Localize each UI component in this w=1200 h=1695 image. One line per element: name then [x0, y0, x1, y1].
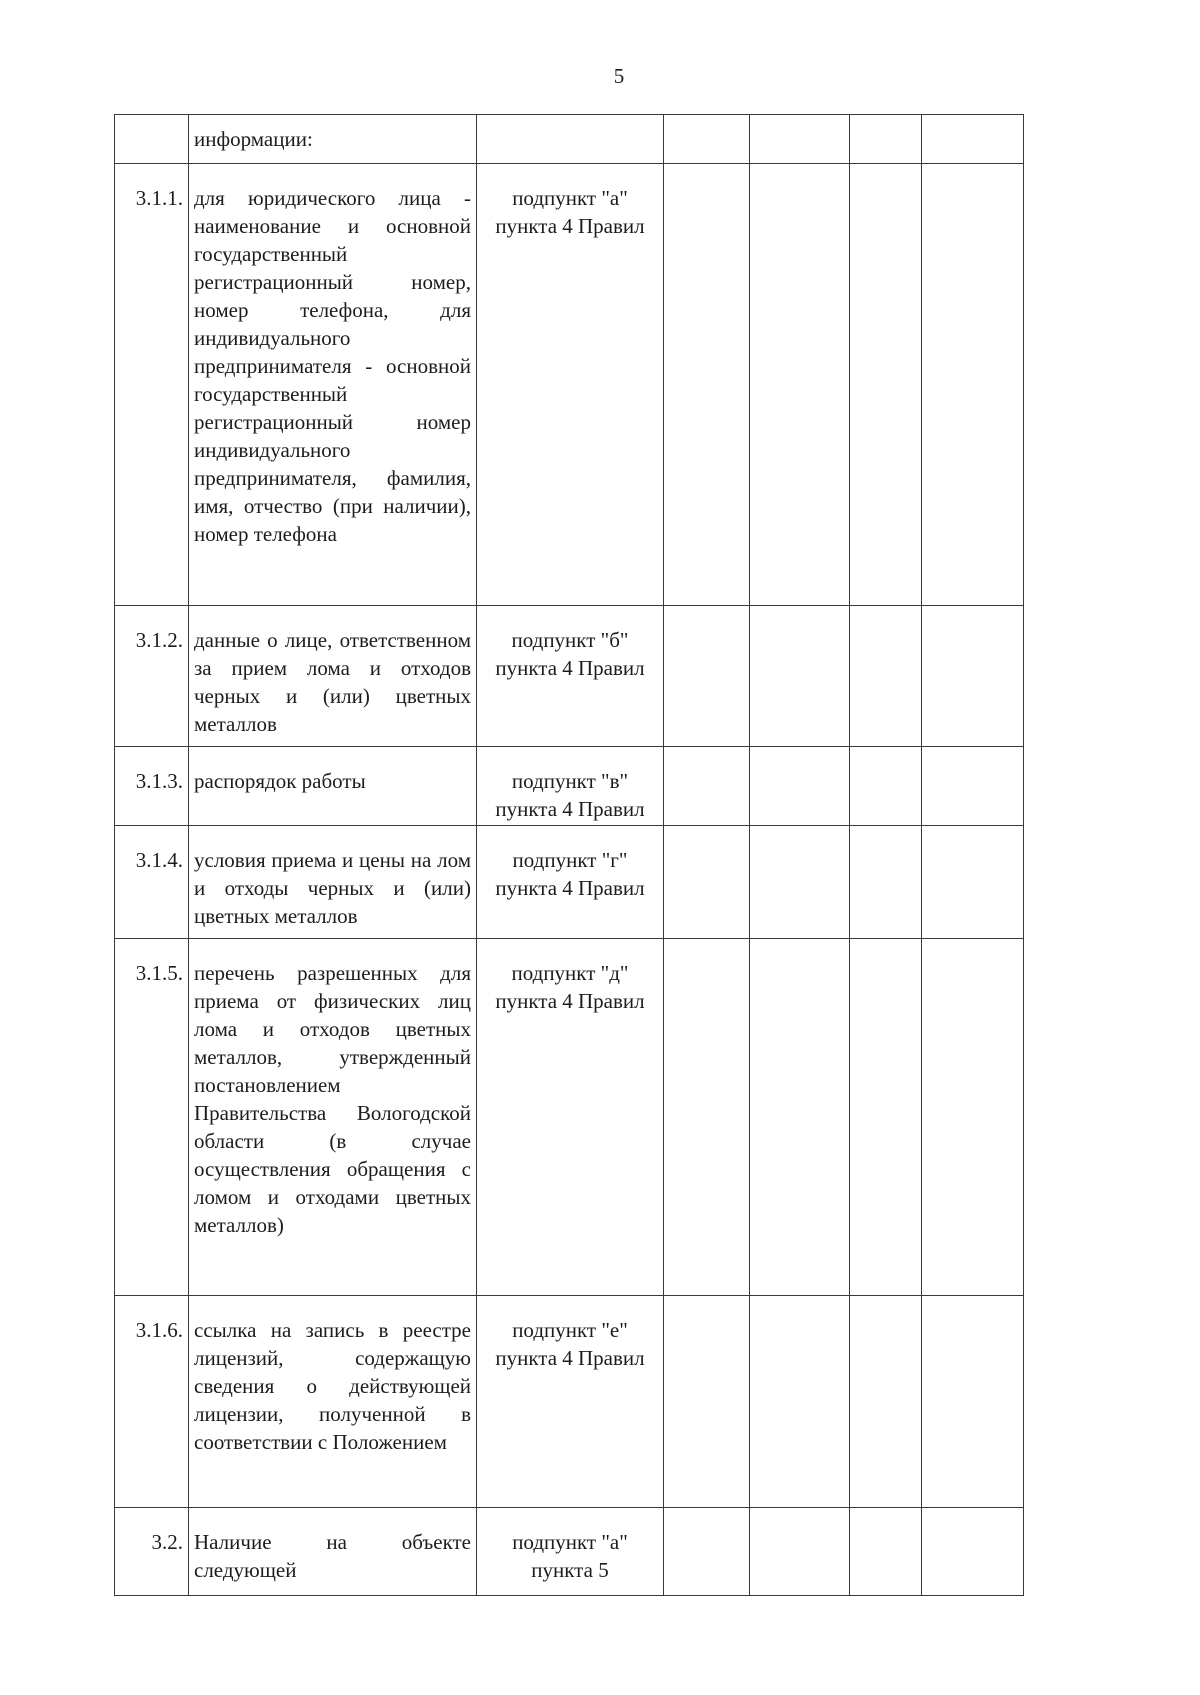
- answer-cell: [750, 826, 850, 939]
- table-row: [115, 1508, 1024, 1596]
- item-description: для юридического лица - наименование и основной государственный регистрационный номер, номер телефона, для индивидуального предпринимателя - основной государственный регистрационный номер индивидуального предпринимателя, фамилия, имя, отчество (при наличии), номер телефона: [189, 164, 477, 606]
- answer-cell: [664, 1508, 750, 1596]
- item-description: информации:: [189, 115, 477, 164]
- answer-cell: [922, 606, 1024, 747]
- item-description: ссылка на запись в реестре лицензий, содержащую сведения о действующей лицензии, полученной в соответствии с Положением: [189, 1296, 477, 1508]
- answer-cell: [850, 1508, 922, 1596]
- table-row: [115, 606, 1024, 747]
- item-description: перечень разрешенных для приема от физических лиц лома и отходов цветных металлов, утвержденный постановлением Правительства Вологодской области (в случае осуществления обращения с ломом и отходами цветных металлов): [189, 939, 477, 1296]
- legal-reference: подпункт "б" пункта 4 Правил: [477, 606, 664, 747]
- answer-cell: [850, 1296, 922, 1508]
- answer-cell: [922, 1508, 1024, 1596]
- checklist-table: [114, 114, 1024, 1596]
- table-row: [115, 747, 1024, 826]
- answer-cell: [922, 115, 1024, 164]
- item-number: 3.2.: [115, 1508, 189, 1596]
- item-number: 3.1.1.: [115, 164, 189, 606]
- answer-cell: [922, 939, 1024, 1296]
- legal-reference: подпункт "в" пункта 4 Правил: [477, 747, 664, 826]
- item-number: [115, 115, 189, 164]
- legal-reference: подпункт "д" пункта 4 Правил: [477, 939, 664, 1296]
- answer-cell: [664, 939, 750, 1296]
- table-row: [115, 164, 1024, 606]
- answer-cell: [850, 939, 922, 1296]
- item-number: 3.1.6.: [115, 1296, 189, 1508]
- table-row: [115, 115, 1024, 164]
- answer-cell: [750, 747, 850, 826]
- page-number: 5: [613, 64, 625, 88]
- item-description: условия приема и цены на лом и отходы черных и (или) цветных металлов: [189, 826, 477, 939]
- answer-cell: [664, 826, 750, 939]
- legal-reference: [477, 115, 664, 164]
- answer-cell: [850, 747, 922, 826]
- legal-reference: подпункт "а" пункта 5: [477, 1508, 664, 1596]
- item-number: 3.1.4.: [115, 826, 189, 939]
- answer-cell: [664, 164, 750, 606]
- legal-reference: подпункт "а" пункта 4 Правил: [477, 164, 664, 606]
- item-description: данные о лице, ответственном за прием лома и отходов черных и (или) цветных металлов: [189, 606, 477, 747]
- answer-cell: [664, 115, 750, 164]
- answer-cell: [922, 826, 1024, 939]
- answer-cell: [750, 606, 850, 747]
- answer-cell: [922, 164, 1024, 606]
- table-row: [115, 939, 1024, 1296]
- answer-cell: [750, 115, 850, 164]
- item-description: распорядок работы: [189, 747, 477, 826]
- item-description: Наличие на объекте следующей: [189, 1508, 477, 1596]
- answer-cell: [664, 1296, 750, 1508]
- legal-reference: подпункт "г" пункта 4 Правил: [477, 826, 664, 939]
- table-row: [115, 1296, 1024, 1508]
- answer-cell: [850, 826, 922, 939]
- answer-cell: [750, 164, 850, 606]
- answer-cell: [850, 606, 922, 747]
- item-number: 3.1.2.: [115, 606, 189, 747]
- item-number: 3.1.5.: [115, 939, 189, 1296]
- legal-reference: подпункт "е" пункта 4 Правил: [477, 1296, 664, 1508]
- answer-cell: [750, 1508, 850, 1596]
- answer-cell: [922, 1296, 1024, 1508]
- answer-cell: [850, 115, 922, 164]
- table-row: [115, 826, 1024, 939]
- answer-cell: [850, 164, 922, 606]
- answer-cell: [750, 939, 850, 1296]
- answer-cell: [750, 1296, 850, 1508]
- answer-cell: [664, 747, 750, 826]
- answer-cell: [922, 747, 1024, 826]
- item-number: 3.1.3.: [115, 747, 189, 826]
- answer-cell: [664, 606, 750, 747]
